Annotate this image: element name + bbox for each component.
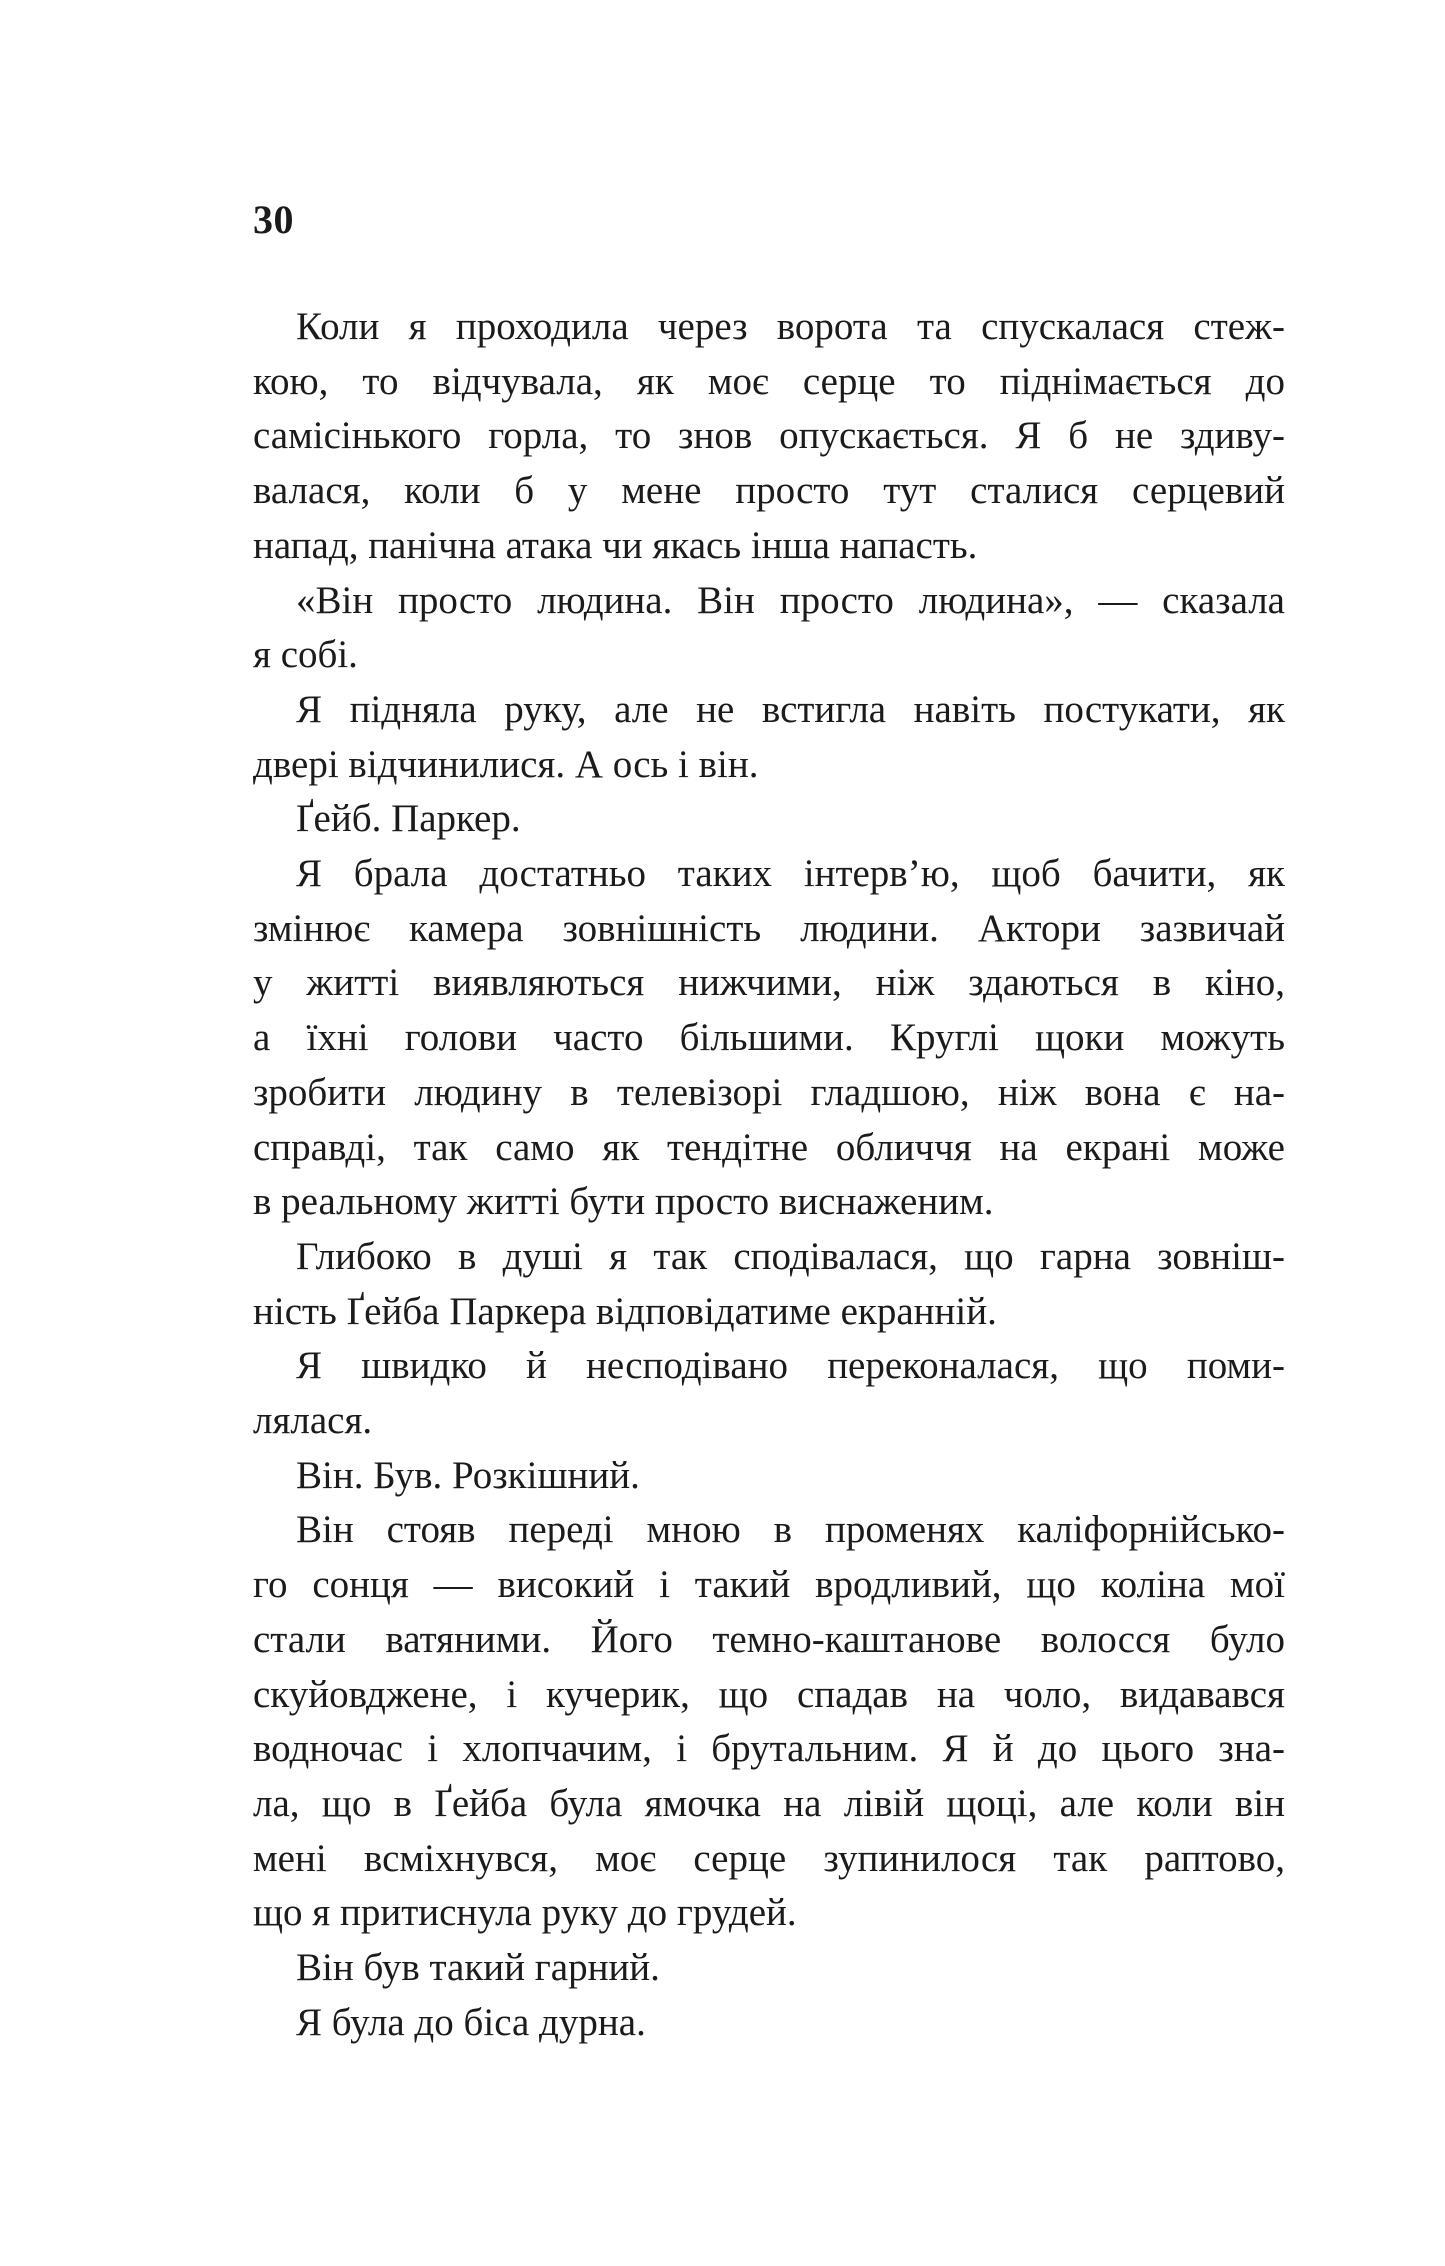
- text-line: я собі.: [253, 633, 358, 677]
- text-line: Глибоко в душі я так сподівалася, що гарна зовніш-: [296, 1234, 1285, 1278]
- text-line: Я швидко й несподівано переконалася, що поми-: [296, 1344, 1285, 1388]
- text-line: що я притиснула руку до грудей.: [253, 1891, 797, 1935]
- page-number: 30: [253, 197, 294, 242]
- text-line: Я брала достатньо таких інтерв’ю, щоб бачити, як: [296, 852, 1285, 896]
- text-line: «Він просто людина. Він просто людина», — сказала: [296, 578, 1285, 622]
- text-line: стали ватяними. Його темно-каштанове волосся було: [253, 1617, 1285, 1661]
- text-line: у житті виявляються нижчими, ніж здаються в кіно,: [253, 961, 1285, 1005]
- text-line: змінює камера зовнішність людини. Актори зазвичай: [253, 906, 1285, 950]
- paragraph: [253, 1339, 1285, 1448]
- text-line: ність Ґейба Паркера відповідатиме екранній.: [253, 1289, 997, 1333]
- paragraph: [253, 1941, 1285, 1996]
- paragraph: [253, 1503, 1285, 1941]
- text-line: Я була до біса дурна.: [296, 2000, 646, 2044]
- paragraph: [253, 300, 1285, 574]
- page-text: [253, 300, 1285, 2051]
- paragraph: [253, 1449, 1285, 1504]
- text-line: Ґейб. Паркер.: [296, 797, 521, 841]
- text-line: Коли я проходила через ворота та спускалася стеж-: [296, 305, 1285, 348]
- text-line: а їхні голови часто більшими. Круглі щоки можуть: [253, 1016, 1285, 1060]
- paragraph: [253, 1230, 1285, 1339]
- paragraph: [253, 574, 1285, 683]
- text-line: лялася.: [253, 1399, 373, 1443]
- text-line: справді, так само як тендітне обличчя на екрані може: [253, 1125, 1285, 1169]
- text-line: Я підняла руку, але не встигла навіть постукати, як: [296, 687, 1285, 731]
- paragraph: [253, 847, 1285, 1230]
- text-line: кою, то відчувала, як моє серце то піднімається до: [253, 359, 1285, 403]
- text-line: двері відчинилися. А ось і він.: [253, 742, 759, 786]
- text-line: валася, коли б у мене просто тут сталися серцевий: [253, 469, 1285, 513]
- text-line: скуйовджене, і кучерик, що спадав на чоло, видавався: [253, 1672, 1285, 1716]
- text-line: го сонця — високий і такий вродливий, що коліна мої: [253, 1563, 1285, 1607]
- paragraph: [253, 683, 1285, 792]
- text-line: напад, панічна атака чи якась інша напасть.: [253, 523, 978, 567]
- paragraph: [253, 792, 1285, 847]
- text-line: самісінького горла, то знов опускається. Я б не здиву-: [253, 414, 1285, 458]
- text-line: Він стояв переді мною в променях каліфорнійсько-: [296, 1508, 1285, 1552]
- text-line: водночас і хлопчачим, і брутальним. Я й до цього зна-: [253, 1727, 1285, 1771]
- paragraph: [253, 1996, 1285, 2051]
- text-line: Він. Був. Розкішний.: [296, 1453, 640, 1497]
- text-line: мені всміхнувся, моє серце зупинилося так раптово,: [253, 1836, 1285, 1880]
- text-line: зробити людину в телевізорі гладшою, ніж вона є на-: [253, 1070, 1285, 1114]
- text-line: в реальному житті бути просто виснаженим.: [253, 1180, 994, 1224]
- text-line: Він був такий гарний.: [296, 1946, 660, 1990]
- text-line: ла, що в Ґейба була ямочка на лівій щоці, але коли він: [253, 1781, 1285, 1825]
